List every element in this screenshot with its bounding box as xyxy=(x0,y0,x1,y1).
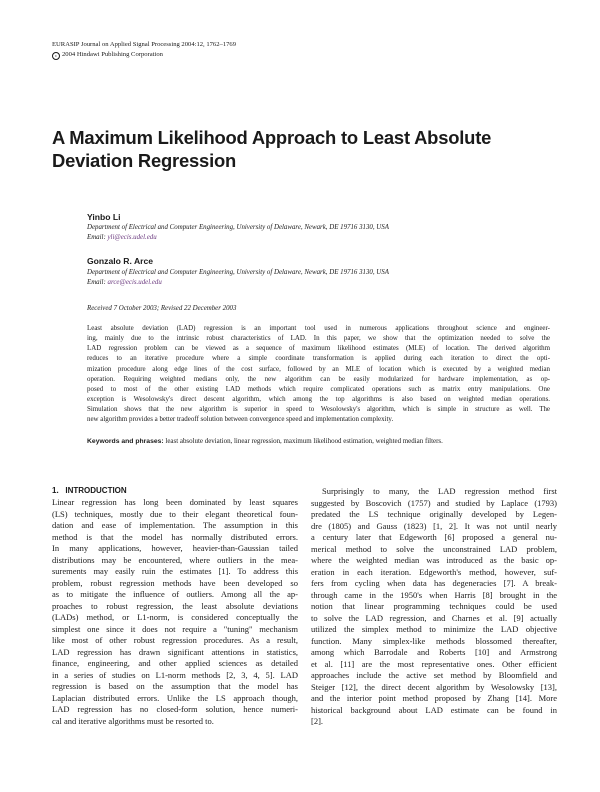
right-column xyxy=(311,486,557,728)
body-line: approaches include the active set method by Bloomfield and xyxy=(311,670,557,680)
body-line: LAD regression has no closed-form solution, hence numeri- xyxy=(52,704,298,714)
body-line: fers from cycling when data has degeneracies [7]. A break- xyxy=(311,578,557,588)
body-line: through came in the 1950's when Harris [8] brought in the xyxy=(311,589,557,600)
body-line: (LADs) method, or L1-norm, is considered conceptually the xyxy=(52,612,298,622)
section-number: 1. xyxy=(52,486,59,495)
journal-citation: EURASIP Journal on Applied Signal Processing 2004:12, 1762–1769 xyxy=(52,41,237,48)
body-line: LAD regression has drawn significant attentions in statistics, xyxy=(52,646,298,657)
body-line: and the interior point method proposed by Zhang [14]. More xyxy=(311,693,557,703)
body-line: predated the LS technique originally developed by Legen- xyxy=(311,509,557,519)
abstract-line: new algorithm provides a better tradeoff solution between convergence speed and implementation complexity. xyxy=(87,415,394,424)
email-label: Email: xyxy=(87,234,106,241)
body-line: merical method to solve the unconstrained LAD problem, xyxy=(311,543,557,554)
author-affiliation: Department of Electrical and Computer Engineering, University of Delaware, Newark, DE 19716 3130, USA xyxy=(87,269,389,276)
email-label: Email: xyxy=(87,279,106,286)
abstract-line: mization procedure along edge lines of the cost surface, followed by an MLE of location which is executed by a weighted median xyxy=(87,364,550,373)
body-line: function. Many simplex-like methods blossomed thereafter, xyxy=(311,635,557,646)
body-line: surements may easily ruin the estimates [1]. To address this xyxy=(52,566,298,576)
paper-title xyxy=(52,126,552,172)
body-line: Steiger [12], the direct decent algorithm by Wesolowsky [13], xyxy=(311,681,557,692)
body-line: regression is based on the assumption that the model has xyxy=(52,681,298,691)
body-line: proaches to robust regression, the least absolute deviations xyxy=(52,600,298,611)
keywords-text: least absolute deviation, linear regression, maximum likelihood estimation, weighted median filters. xyxy=(165,437,443,445)
keywords xyxy=(87,437,443,445)
abstract-line: Least absolute deviation (LAD) regression is an important tool used in numerous applications throughout science and engineer- xyxy=(87,324,550,332)
body-line: among which Barrodale and Roberts [10] and Armstrong xyxy=(311,647,557,657)
body-line: et al. [11] are the most representative ones. Other efficient xyxy=(311,658,557,669)
body-line: in a series of studies on L1-norm methods [2, 3, 4, 5]. LAD xyxy=(52,669,298,680)
abstract-line: operation. Requiring weighted medians only, the new algorithm can be easily modularized for hardware implementation, as op- xyxy=(87,374,550,383)
body-line: [2]. xyxy=(311,716,324,726)
abstract xyxy=(87,323,550,424)
body-line: Laplacian distributed errors. Unlike the LS approach though, xyxy=(52,692,298,703)
received-dates: Received 7 October 2003; Revised 22 December 2003 xyxy=(87,305,237,312)
body-line: Linear regression has long been dominated by least squares xyxy=(52,497,298,507)
journal-header xyxy=(52,40,236,60)
body-line: method is that the model has normally distributed errors. xyxy=(52,531,298,542)
section-heading xyxy=(52,486,127,495)
body-line: to solve the LAD regression, and Charnes et al. [9] actually xyxy=(311,612,557,623)
body-line: problem, robust regression methods have been developed so xyxy=(52,577,298,588)
abstract-line: LAD regression problem can be viewed as a sequence of maximum likelihood estimates (MLE) of location. The derived algorithm xyxy=(87,344,550,353)
author-name: Gonzalo R. Arce xyxy=(87,256,154,266)
body-line: where the weighted median was introduced as the basic op- xyxy=(311,555,557,565)
title-line: Deviation Regression xyxy=(52,150,237,171)
author-affiliation-block xyxy=(87,223,389,243)
body-line: dation and ease of implementation. The assumption in this xyxy=(52,520,298,530)
body-line: simplest one since it does not require a "tuning" mechanism xyxy=(52,623,298,634)
keywords-label: Keywords and phrases: xyxy=(87,438,164,445)
author-email-line xyxy=(87,233,389,243)
abstract-line: posed to most of the other existing LAD methods which require complicated operations such as matrix entry manipulations. One xyxy=(87,384,550,393)
body-line: historical background about LAD estimate can be found in xyxy=(311,704,557,715)
section-title: INTRODUCTION xyxy=(65,486,127,495)
author-affiliation-block xyxy=(87,268,389,288)
copyright-text: 2004 Hindawi Publishing Corporation xyxy=(62,50,163,58)
abstract-line: Simulation shows that the new algorithm is superior in speed to Wesolowsky's algorithm, which is simple in structure as well. The xyxy=(87,405,550,414)
abstract-line: reduces to an iterative procedure where a simple coordinate transformation is applied during each iteration to direct the opti- xyxy=(87,354,550,363)
author-name: Yinbo Li xyxy=(87,212,121,222)
body-line: distributions may be encountered, where outliers in the mea- xyxy=(52,554,298,565)
author-email-link[interactable]: yli@ecis.udel.edu xyxy=(107,234,157,241)
body-line: as to mitigate the influence of outliers. Among all the ap- xyxy=(52,589,298,599)
body-line: In many applications, however, heavier-than-Gaussian tailed xyxy=(52,543,298,553)
body-line: utilized the simplex method to minimize the LAD objective xyxy=(311,624,557,634)
body-line: a century later that Edgeworth [6] proposed a general nu- xyxy=(311,532,557,542)
title-line: A Maximum Likelihood Approach to Least Absolute xyxy=(52,127,492,148)
copyright-line xyxy=(52,50,236,60)
copyright-icon: c xyxy=(52,52,60,60)
body-line: eration in each iteration. Edgeworth's method, however, suf- xyxy=(311,566,557,577)
left-column xyxy=(52,497,298,727)
body-line: notion that linear programming techniques could be used xyxy=(311,601,557,611)
author-email-line xyxy=(87,278,389,288)
body-line: cal and iterative algorithms must be resorted to. xyxy=(52,715,214,726)
body-line: suggested by Boscovich (1757) and studied by Laplace (1793) xyxy=(311,497,557,508)
body-line: (LS) techniques, mostly due to their elegant theoretical foun- xyxy=(52,508,298,519)
author-affiliation: Department of Electrical and Computer Engineering, University of Delaware, Newark, DE 19716 3130, USA xyxy=(87,224,389,231)
abstract-line: exception is Wesolowsky's direct descent algorithm, which among the top algorithms is also based on weighted median operations. xyxy=(87,394,550,403)
author-email-link[interactable]: arce@ecis.udel.edu xyxy=(107,279,162,286)
body-line: dre (1805) and Gauss (1823) [1, 2]. It was not until nearly xyxy=(311,520,557,531)
body-line: Surprisingly to many, the LAD regression method first xyxy=(322,486,557,496)
body-line: like most of other robust regression procedures. As a result, xyxy=(52,635,298,645)
abstract-line: ing, mainly due to the intrinsic robust characteristics of LAD. In this paper, we show that the optimization needed to solve the xyxy=(87,334,550,343)
body-line: finance, engineering, and other applied sciences as detailed xyxy=(52,658,298,668)
